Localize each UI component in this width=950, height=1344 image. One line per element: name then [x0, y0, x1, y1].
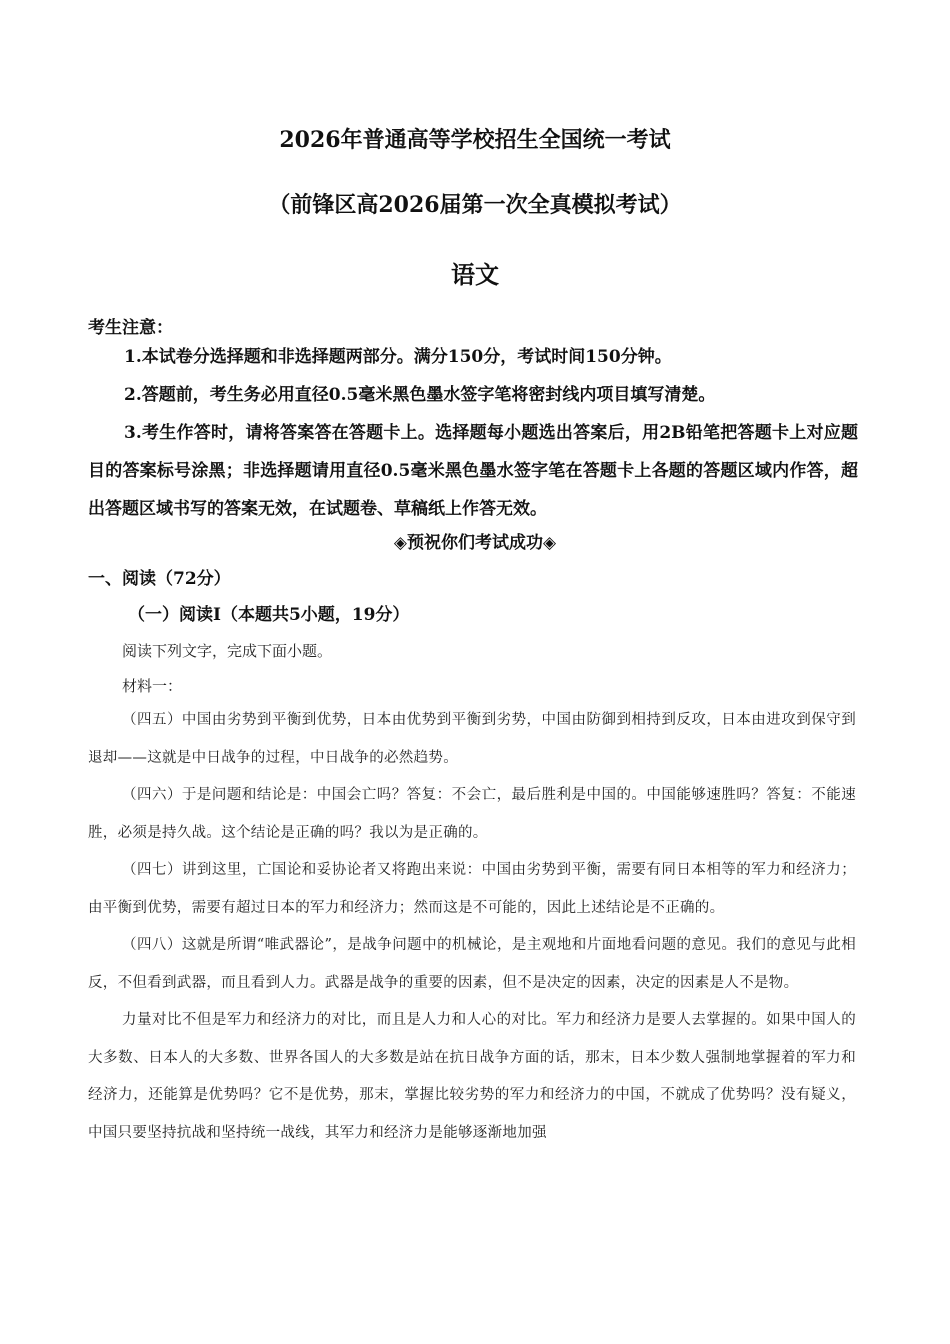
reading-passage [88, 702, 856, 1152]
section-title: 一、阅读（72分） [88, 569, 231, 589]
exam-subtitle: （前锋区高2026届第一次全真模拟考试） [268, 192, 682, 218]
passage-paragraph: （四八）这就是所谓“唯武器论”，是战争问题中的机械论，是主观地和片面地看问题的意见。我们的意见与此相反，不但看到武器，而且看到人力。武器是战争的重要的因素，但不是决定的因素，决定的因素是人不是物。 [88, 937, 856, 991]
notice-item: 2.答题前，考生务必用直径0.5毫米黑色墨水签字笔将密封线内项目填写清楚。 [124, 385, 716, 405]
good-luck-line: ◈预祝你们考试成功◈ [393, 533, 557, 553]
passage-paragraph: （四五）中国由劣势到平衡到优势，日本由优势到平衡到劣势，中国由防御到相持到反攻，日本由进攻到保守到退却——这就是中日战争的过程，中日战争的必然趋势。 [88, 712, 856, 766]
notice-heading: 考生注意： [88, 318, 173, 338]
subject-title: 语文 [451, 260, 499, 289]
notice-list [88, 338, 858, 528]
reading-instruction: 阅读下列文字，完成下面小题。 [122, 642, 333, 660]
notice-item: 1.本试卷分选择题和非选择题两部分。满分150分，考试时间150分钟。 [124, 347, 672, 367]
notice-item: 3.考生作答时，请将答案答在答题卡上。选择题每小题选出答案后，用2B铅笔把答题卡上对应题目的答案标号涂黑；非选择题请用直径0.5毫米黑色墨水签字笔在答题卡上各题的答题区域内作答，超出答题区域书写的答案无效，在试题卷、草稿纸上作答无效。 [88, 423, 858, 519]
passage-paragraph: 力量对比不但是军力和经济力的对比，而且是人力和人心的对比。军力和经济力是要人去掌握的。如果中国人的大多数、日本人的大多数、世界各国人的大多数是站在抗日战争方面的话，那末，日本少数人强制地掌握着的军力和经济力，还能算是优势吗？它不是优势，那末，掌握比较劣势的军力和经济力的中国，不就成了优势吗？没有疑义，中国只要坚持抗战和坚持统一战线，其军力和经济力是能够逐渐地加强 [88, 1012, 856, 1141]
passage-paragraph: （四七）讲到这里，亡国论和妥协论者又将跑出来说：中国由劣势到平衡，需要有同日本相等的军力和经济力；由平衡到优势，需要有超过日本的军力和经济力；然而这是不可能的，因此上述结论是不正确的。 [88, 862, 856, 916]
section-subtitle: （一）阅读Ⅰ（本题共5小题，19分） [128, 605, 410, 625]
exam-title: 2026年普通高等学校招生全国统一考试 [279, 127, 671, 153]
passage-paragraph: （四六）于是问题和结论是：中国会亡吗？答复：不会亡，最后胜利是中国的。中国能够速胜吗？答复：不能速胜，必须是持久战。这个结论是正确的吗？我以为是正确的。 [88, 787, 856, 841]
material-label: 材料一： [122, 677, 183, 695]
